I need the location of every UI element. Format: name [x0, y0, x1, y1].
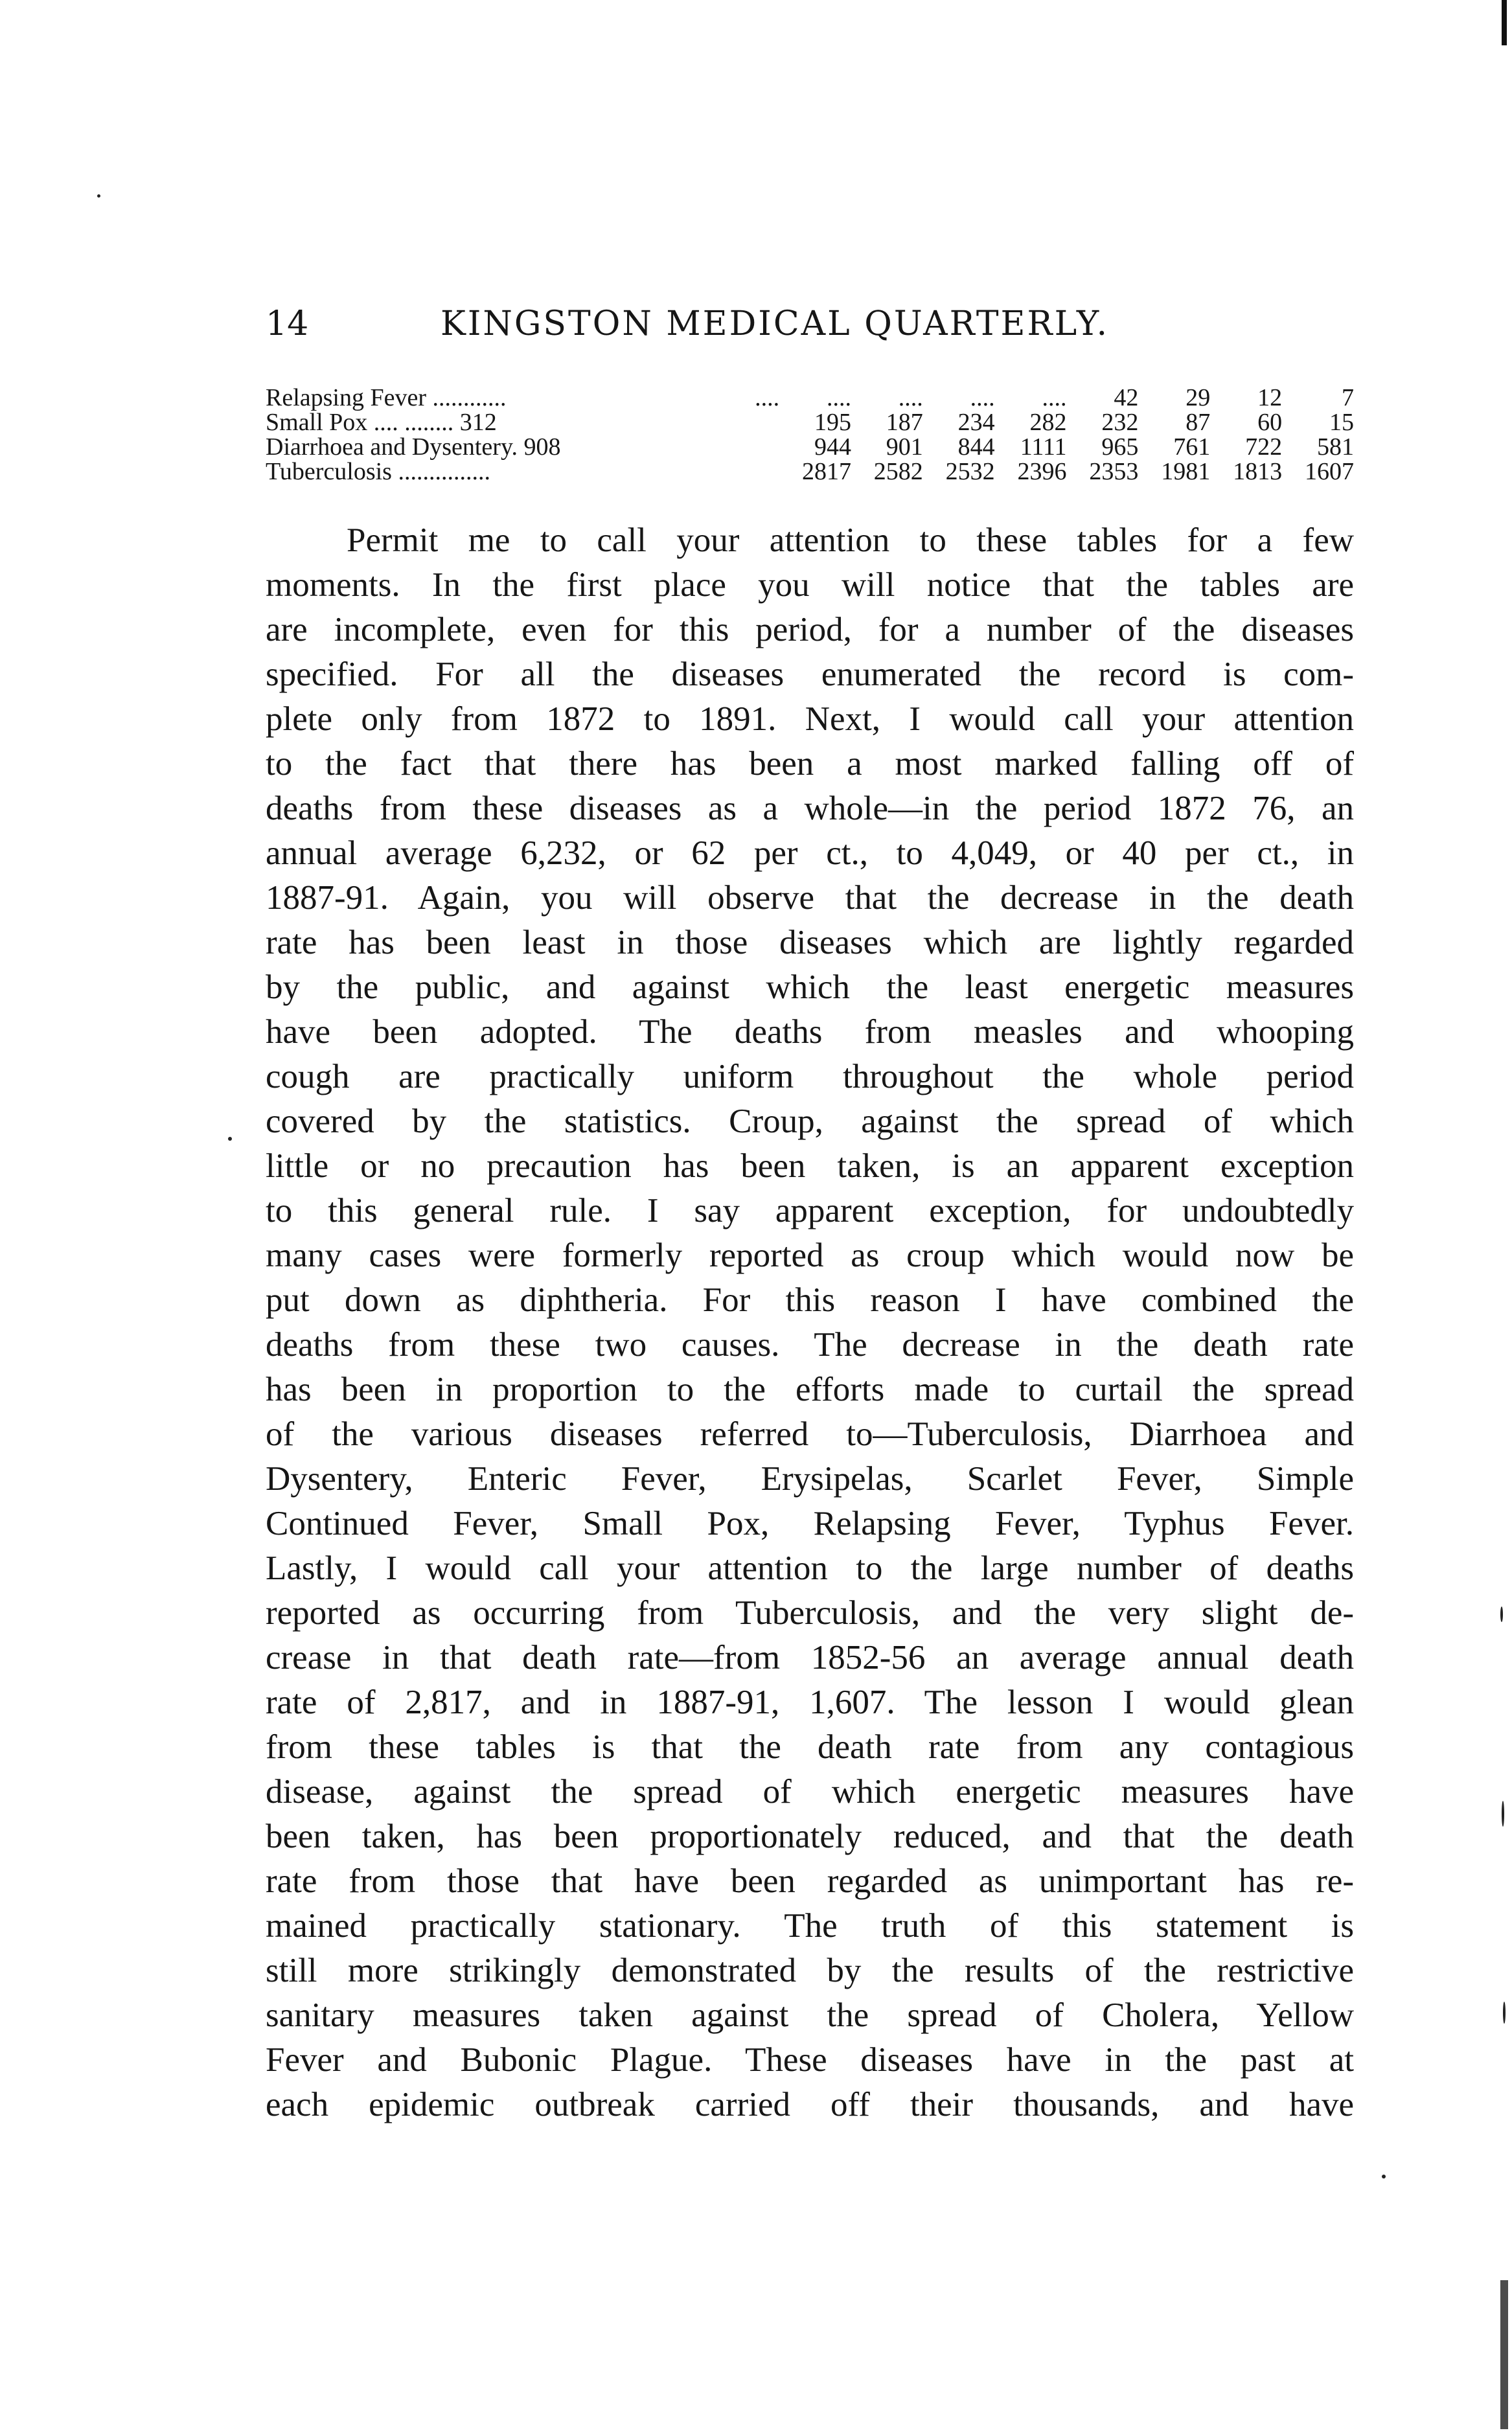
table-cell: 2396	[1017, 458, 1067, 485]
scan-speck	[228, 1137, 232, 1141]
table-cell: 195	[814, 409, 851, 436]
text-line: cough are practically uniform throughout the whole period	[266, 1058, 1354, 1095]
text-line: many cases were formerly reported as croup which would now be	[266, 1237, 1354, 1274]
text-line: rate from those that have been regarded as unimportant has re-	[266, 1862, 1354, 1900]
journal-title: KINGSTON MEDICAL QUARTERLY.	[441, 304, 1110, 343]
table-cell: 2817	[801, 458, 851, 485]
text-line: of the various diseases referred to—Tuberculosis, Diarrhoea and	[266, 1415, 1354, 1453]
table-cell: 187	[886, 409, 923, 436]
text-line: specified. For all the diseases enumerated the record is com-	[266, 656, 1354, 693]
text-line: still more strikingly demonstrated by the results of the restrictive	[266, 1952, 1354, 1989]
text-line: Continued Fever, Small Pox, Relapsing Fever, Typhus Fever.	[266, 1505, 1354, 1542]
text-line: crease in that death rate—from 1852-56 an average annual death	[266, 1639, 1354, 1676]
table-cell	[707, 410, 779, 435]
table-cell: ....	[898, 384, 923, 411]
table-cell: 232	[1101, 409, 1139, 436]
table-cell: 1111	[1020, 433, 1067, 461]
text-line: 1887-91. Again, you will observe that the decrease in the death	[266, 879, 1354, 917]
table-row	[266, 435, 1354, 459]
text-line: been taken, has been proportionately reduced, and that the death	[266, 1818, 1354, 1855]
table-cell: 1813	[1233, 458, 1283, 485]
text-line: have been adopted. The deaths from measles and whooping	[266, 1013, 1354, 1051]
scan-speck	[97, 194, 100, 198]
disease-deaths-table	[266, 385, 1354, 484]
text-line: rate of 2,817, and in 1887-91, 1,607. The lesson I would glean	[266, 1684, 1354, 1721]
table-cell: 60	[1257, 409, 1283, 436]
table-cell: 1607	[1305, 458, 1354, 485]
text-line: Permit me to call your attention to these tables for a few	[347, 521, 1354, 559]
table-row	[266, 459, 1354, 484]
text-line: are incomplete, even for this period, for a number of the diseases	[266, 611, 1354, 648]
table-cell: 901	[886, 433, 923, 461]
text-line: each epidemic outbreak carried off their thousands, and have	[266, 2086, 1354, 2123]
table-cell: 12	[1257, 384, 1283, 411]
text-line: Fever and Bubonic Plague. These diseases have in the past at	[266, 2041, 1354, 2079]
table-cell	[707, 435, 779, 459]
table-cell: 234	[957, 409, 995, 436]
table-cell: 87	[1186, 409, 1211, 436]
text-line: deaths from these two causes. The decrease in the death rate	[266, 1326, 1354, 1364]
table-cell: 965	[1101, 433, 1139, 461]
table-cell: 2582	[873, 458, 923, 485]
table-cell: 761	[1173, 433, 1211, 461]
scan-speck	[1503, 2002, 1506, 2024]
text-line: reported as occurring from Tuberculosis, and the very slight de-	[266, 1594, 1354, 1632]
table-cell: 2353	[1089, 458, 1139, 485]
text-line: disease, against the spread of which energetic measures have	[266, 1773, 1354, 1811]
text-line: moments. In the first place you will notice that the tables are	[266, 566, 1354, 604]
text-line: covered by the statistics. Croup, against the spread of which	[266, 1103, 1354, 1140]
text-line: to this general rule. I say apparent exception, for undoubtedly	[266, 1192, 1354, 1229]
table-row	[266, 385, 1354, 410]
text-line: plete only from 1872 to 1891. Next, I would call your attention	[266, 700, 1354, 738]
table-cell: 844	[957, 433, 995, 461]
table-cell: 581	[1317, 433, 1354, 461]
text-line: sanitary measures taken against the spread of Cholera, Yellow	[266, 1996, 1354, 2034]
scan-speck	[1500, 1606, 1503, 1622]
table-cell: 1981	[1161, 458, 1211, 485]
table-cell: ....	[970, 384, 995, 411]
table-cell: ....	[1042, 384, 1067, 411]
text-line: deaths from these diseases as a whole—in the period 1872 76, an	[266, 790, 1354, 827]
table-cell: 722	[1245, 433, 1283, 461]
body-paragraph	[266, 518, 1354, 2127]
text-line: from these tables is that the death rate from any contagious	[266, 1728, 1354, 1766]
table-cell: 2532	[945, 458, 995, 485]
text-line: rate has been least in those diseases which are lightly regarded	[266, 924, 1354, 961]
scan-speck	[1382, 2175, 1386, 2178]
table-cell: 15	[1329, 409, 1354, 436]
table-cell	[707, 459, 779, 484]
scan-speck	[1502, 1801, 1504, 1827]
table-cell: 29	[1186, 384, 1211, 411]
text-line: mained practically stationary. The truth of this statement is	[266, 1907, 1354, 1945]
table-cell: ....	[755, 384, 780, 411]
table-row	[266, 410, 1354, 435]
text-line: by the public, and against which the least energetic measures	[266, 968, 1354, 1006]
row-label: Small Pox .... ........ 312	[266, 409, 497, 436]
text-line: little or no precaution has been taken, is an apparent exception	[266, 1147, 1354, 1185]
running-head	[266, 298, 1354, 350]
text-line: Lastly, I would call your attention to the large number of deaths	[266, 1549, 1354, 1587]
text-line: Dysentery, Enteric Fever, Erysipelas, Scarlet Fever, Simple	[266, 1460, 1354, 1498]
table-cell: ....	[826, 384, 851, 411]
table-cell: 944	[814, 433, 851, 461]
scan-edge-mark-bottom	[1500, 2280, 1508, 2429]
table-cell: 42	[1114, 384, 1139, 411]
row-label: Relapsing Fever ............	[266, 384, 507, 411]
text-line: annual average 6,232, or 62 per ct., to 4,049, or 40 per ct., in	[266, 834, 1354, 872]
text-line: has been in proportion to the efforts made to curtail the spread	[266, 1371, 1354, 1408]
row-label: Diarrhoea and Dysentery. 908	[266, 433, 561, 461]
row-label: Tuberculosis ...............	[266, 458, 490, 485]
text-line: put down as diphtheria. For this reason I have combined the	[266, 1281, 1354, 1319]
table-cell: 7	[1342, 384, 1354, 411]
scan-edge-mark-top	[1502, 0, 1507, 45]
text-line: to the fact that there has been a most marked falling off of	[266, 745, 1354, 783]
table-cell: 282	[1029, 409, 1067, 436]
page-number: 14	[266, 304, 309, 343]
